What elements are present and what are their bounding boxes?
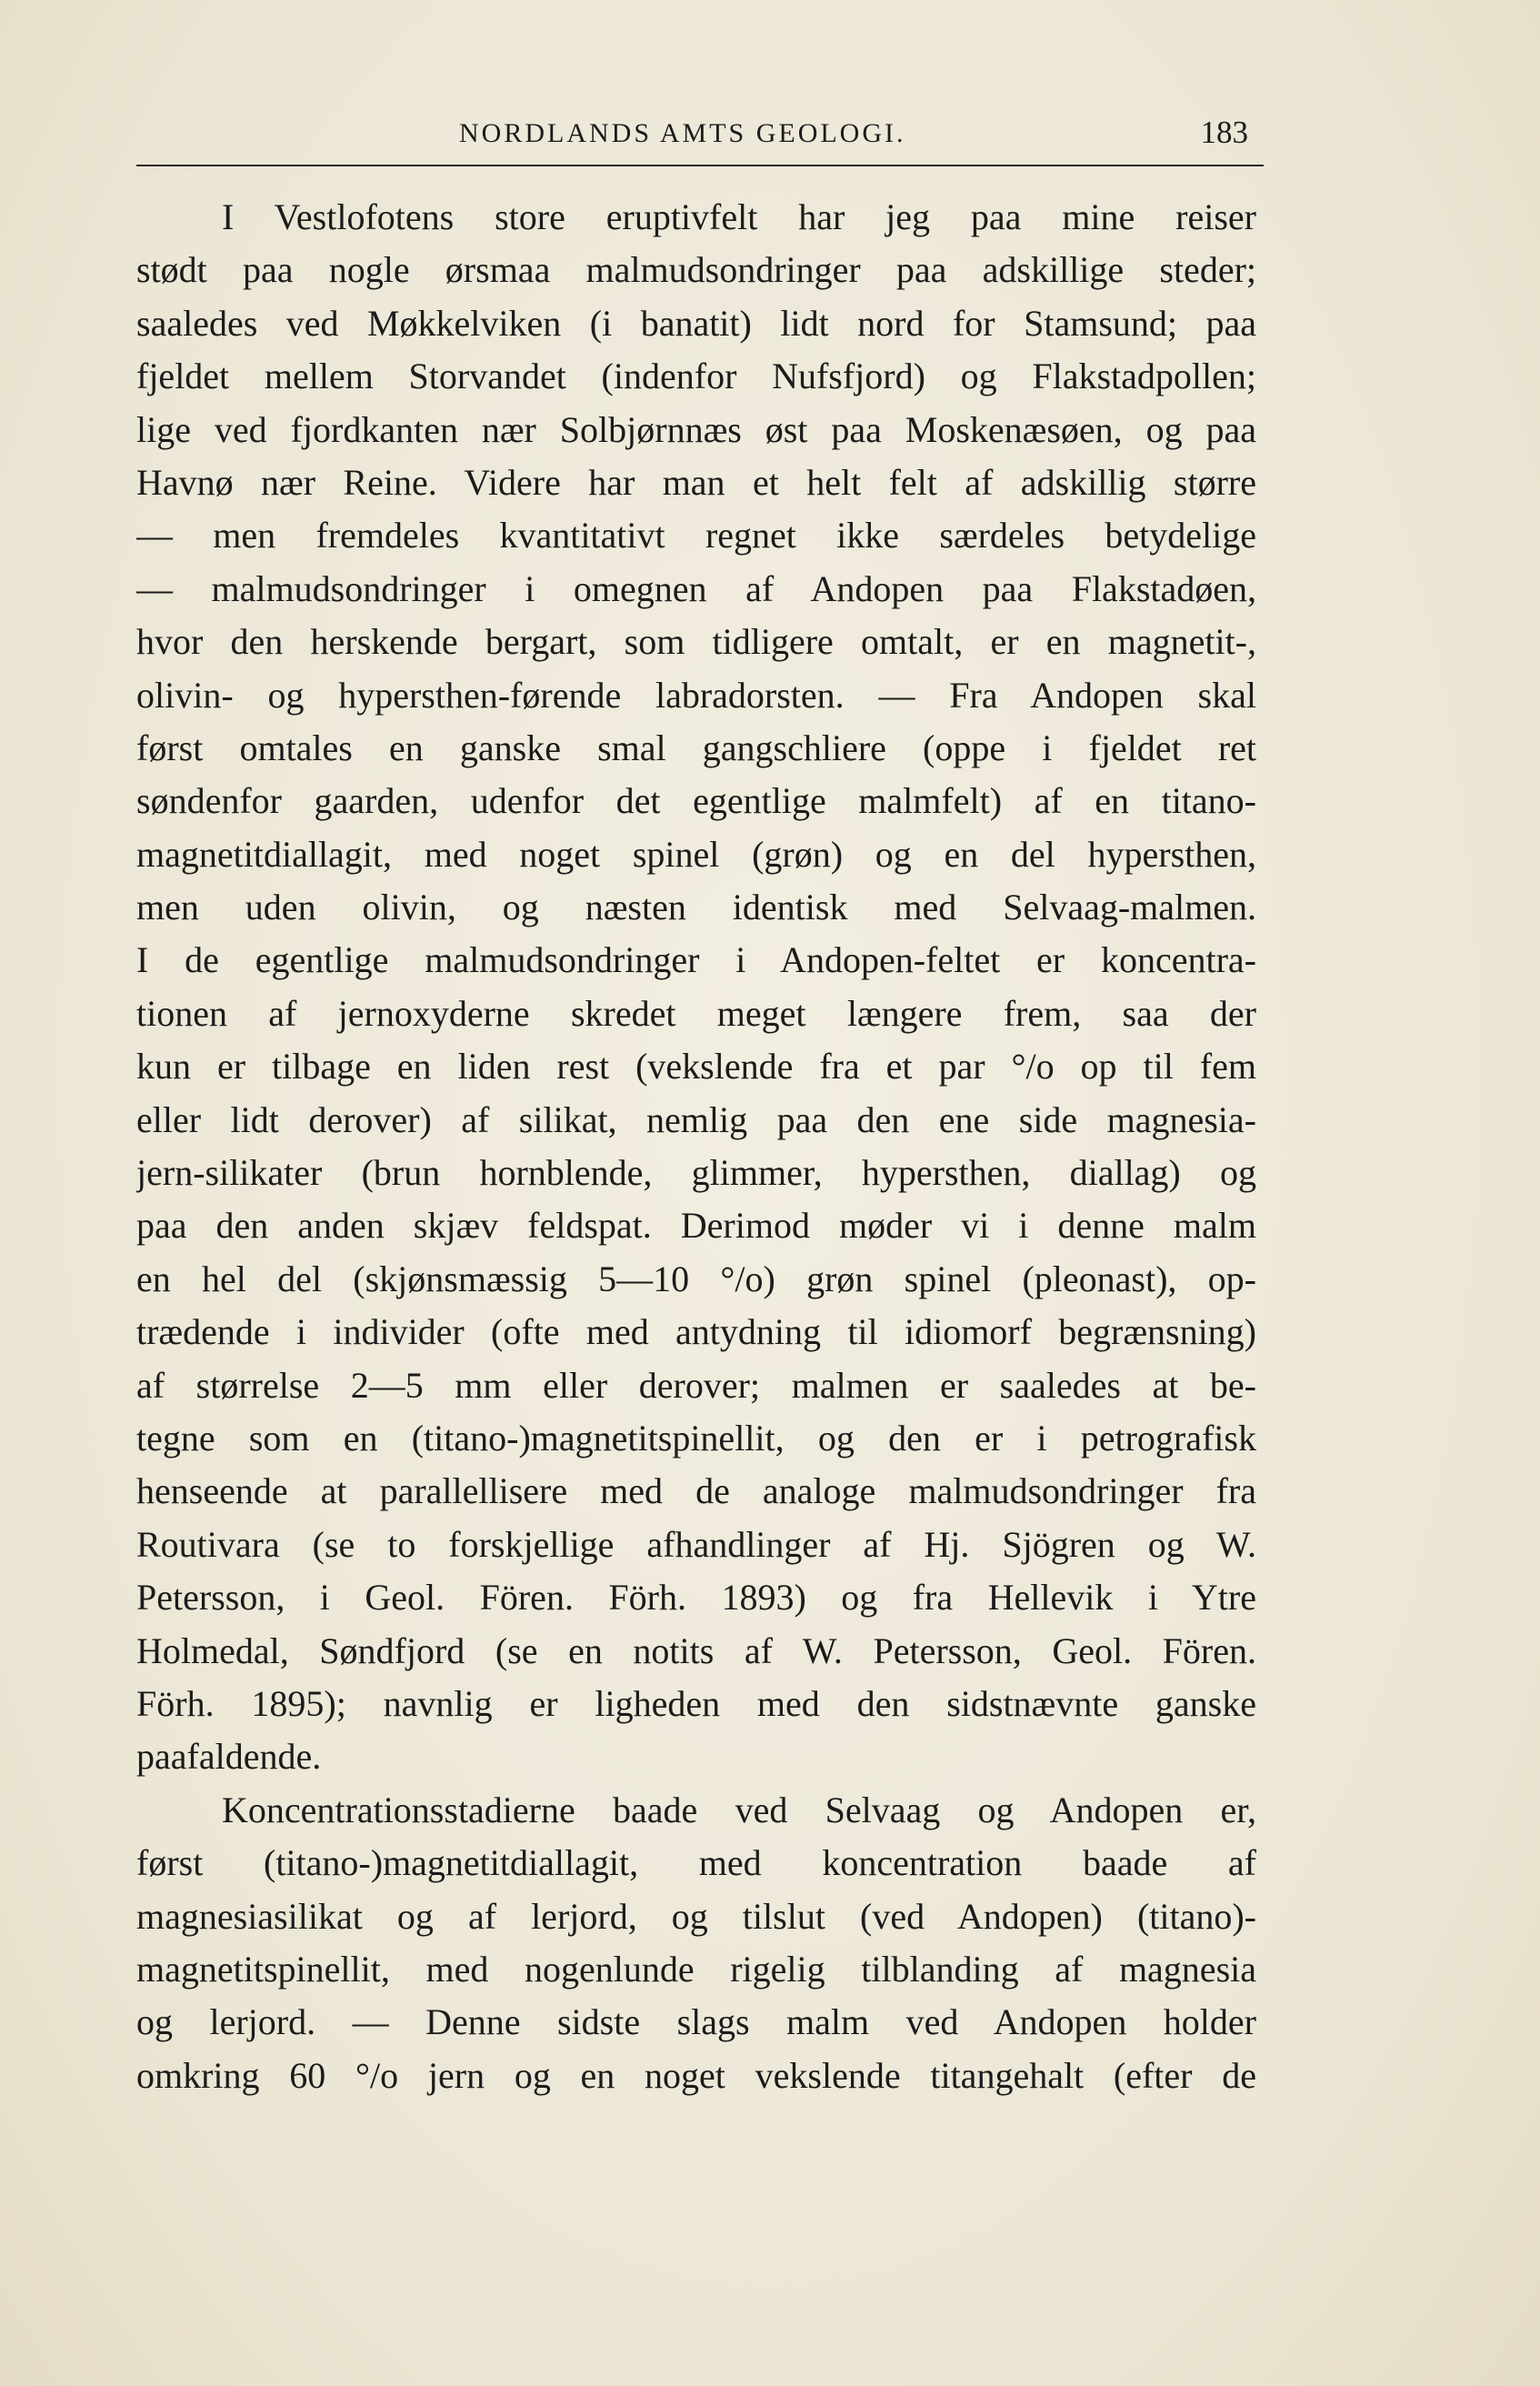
text-line: Routivara (se to forskjellige afhandlinger af Hj. Sjögren og W. (136, 1523, 1256, 1565)
text-line: en hel del (skjønsmæssig 5—10 °/o) grøn spinel (pleonast), op- (136, 1258, 1256, 1299)
text-line: fjeldet mellem Storvandet (indenfor Nufsfjord) og Flakstadpollen; (136, 356, 1256, 397)
text-line: af størrelse 2—5 mm eller derover; malmen er saaledes at be- (136, 1364, 1256, 1406)
text-line: magnetitspinellit, med nogenlunde rigelig tilblanding af magnesia (136, 1948, 1256, 1990)
body-text (136, 191, 1256, 2102)
text-line: tionen af jernoxyderne skredet meget længere frem, saa der (136, 992, 1256, 1034)
text-line: omkring 60 °/o jern og en noget vekslende titangehalt (efter de (136, 2054, 1256, 2096)
text-line: først omtales en ganske smal gangschliere (oppe i fjeldet ret (136, 727, 1256, 768)
text-line: olivin- og hypersthen-førende labradorsten. — Fra Andopen skal (136, 674, 1256, 716)
text-line: Koncentrationsstadierne baade ved Selvaag og Andopen er, (222, 1789, 1256, 1830)
text-line: magnesiasilikat og af lerjord, og tilslut (ved Andopen) (titano)- (136, 1895, 1256, 1937)
text-line: saaledes ved Møkkelviken (i banatit) lidt nord for Stamsund; paa (136, 302, 1256, 344)
text-line: trædende i individer (ofte med antydning til idiomorf begrænsning) (136, 1311, 1256, 1353)
text-line: — malmudsondringer i omegnen af Andopen paa Flakstadøen, (136, 567, 1256, 609)
page-number: 183 (1200, 115, 1248, 150)
text-line: Petersson, i Geol. Fören. Förh. 1893) og fra Hellevik i Ytre (136, 1577, 1256, 1619)
text-line: Förh. 1895); navnlig er ligheden med den sidstnævnte ganske (136, 1682, 1256, 1724)
text-line: søndenfor gaarden, udenfor det egentlige malmfelt) af en titano- (136, 780, 1256, 822)
text-line: Havnø nær Reine. Videre har man et helt felt af adskillig større (136, 461, 1256, 503)
text-line: Holmedal, Søndfjord (se en notits af W. Petersson, Geol. Fören. (136, 1629, 1256, 1671)
text-line: I Vestlofotens store eruptivfelt har jeg paa mine reiser (222, 196, 1256, 237)
header-rule (136, 165, 1264, 166)
text-line: magnetitdiallagit, med noget spinel (grøn) og en del hypersthen, (136, 833, 1256, 875)
text-line: stødt paa nogle ørsmaa malmudsondringer paa adskillige steder; (136, 249, 1256, 291)
text-line: jern-silikater (brun hornblende, glimmer, hypersthen, diallag) og (136, 1152, 1256, 1194)
text-line: I de egentlige malmudsondringer i Andopen-feltet er koncentra- (136, 939, 1256, 981)
text-line: kun er tilbage en liden rest (vekslende fra et par °/o op til fem (136, 1046, 1256, 1088)
text-line: tegne som en (titano-)magnetitspinellit, og den er i petrografisk (136, 1417, 1256, 1459)
text-line: først (titano-)magnetitdiallagit, med koncentration baade af (136, 1842, 1256, 1884)
text-line: og lerjord. — Denne sidste slags malm ved Andopen holder (136, 2001, 1256, 2043)
text-line: paafaldende. (136, 1736, 322, 1778)
text-line: men uden olivin, og næsten identisk med Selvaag-malmen. (136, 887, 1256, 928)
text-line: paa den anden skjæv feldspat. Derimod møder vi i denne malm (136, 1205, 1256, 1247)
text-line: henseende at parallellisere med de analoge malmudsondringer fra (136, 1470, 1256, 1512)
text-line: lige ved fjordkanten nær Solbjørnnæs øst paa Moskenæsøen, og paa (136, 408, 1256, 450)
text-line: — men fremdeles kvantitativt regnet ikke særdeles betydelige (136, 515, 1256, 556)
text-line: hvor den herskende bergart, som tidligere omtalt, er en magnetit-, (136, 621, 1256, 663)
text-line: eller lidt derover) af silikat, nemlig paa den ene side magnesia- (136, 1098, 1256, 1140)
running-title: NORDLANDS AMTS GEOLOGI. (459, 118, 906, 148)
page-header (136, 107, 1259, 162)
